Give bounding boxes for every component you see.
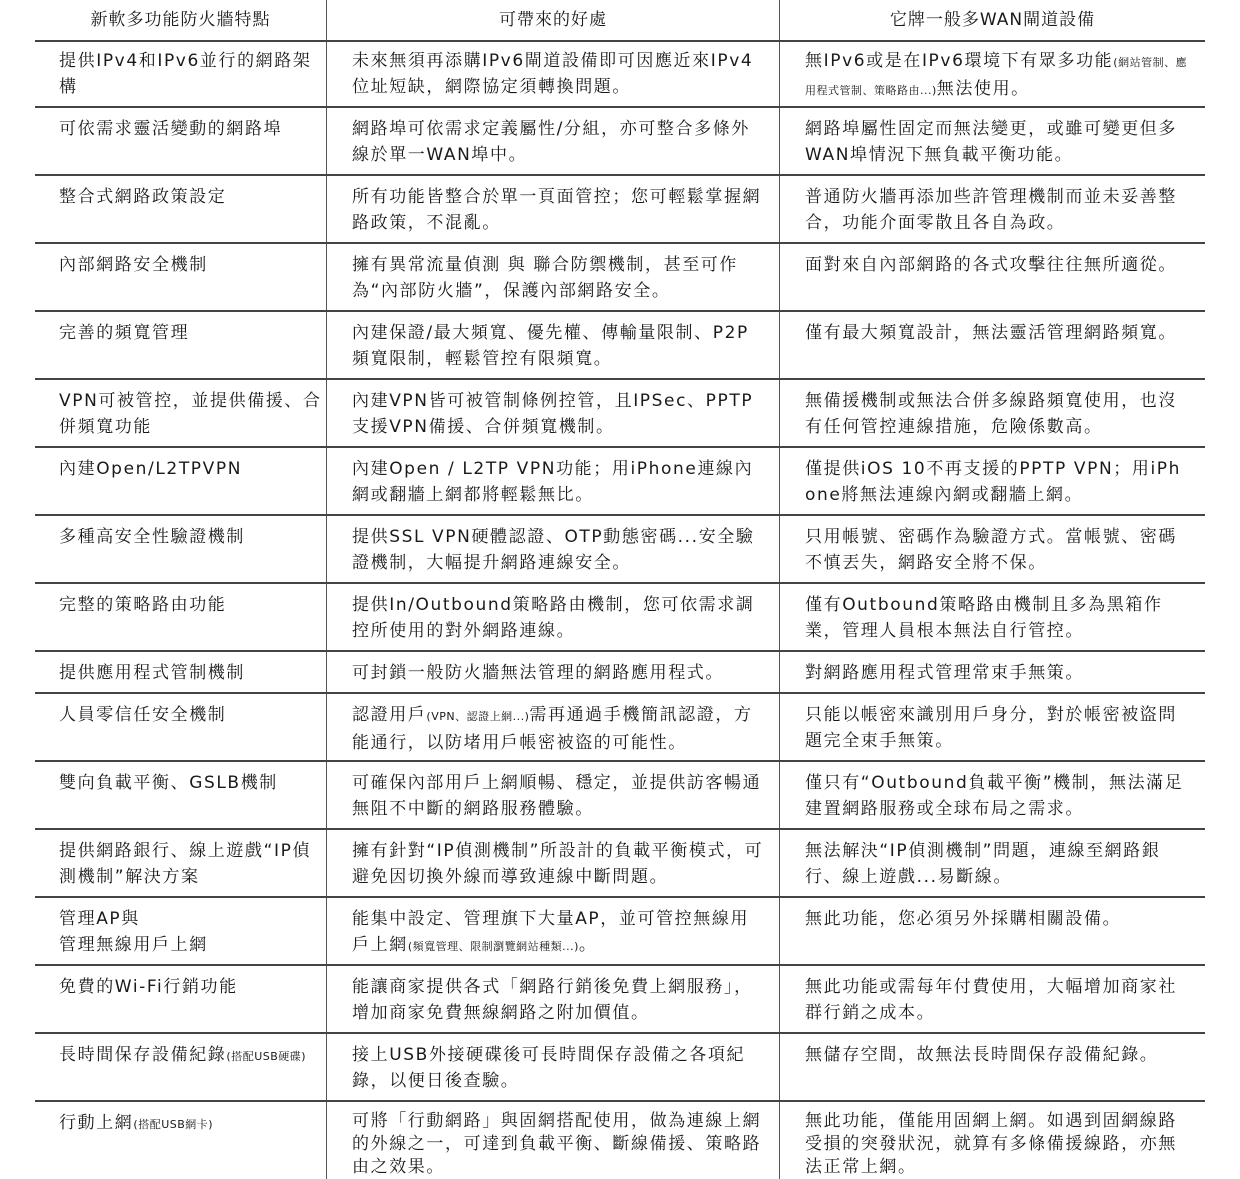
feature-cell: 提供IPv4和IPv6並行的網路架構 xyxy=(59,51,312,97)
feature-cell xyxy=(59,1110,329,1138)
table-row xyxy=(35,966,1205,1034)
table-row xyxy=(35,694,1205,762)
benefit-cell: 內建VPN皆可被管制條例控管，且IPSec、PPTP支援VPN備援、合併頻寬機制。 xyxy=(352,391,754,437)
benefit-cell: 可封鎖一般防火牆無法管理的網路應用程式。 xyxy=(352,663,724,683)
table-row xyxy=(35,40,1205,108)
table-row xyxy=(35,516,1205,584)
table-row xyxy=(35,176,1205,244)
feature-cell: 免費的Wi-Fi行銷功能 xyxy=(59,977,238,997)
feature-cell: 內部網路安全機制 xyxy=(59,255,208,275)
feature-cell: 人員零信任安全機制 xyxy=(59,705,227,725)
benefit-cell: 提供In/Outbound策略路由機制，您可依需求調控所使用的對外網路連線。 xyxy=(352,595,755,641)
feature-cell: 整合式網路政策設定 xyxy=(59,187,227,207)
header-other-brand: 它牌一般多WAN閘道設備 xyxy=(889,10,1096,30)
feature-cell: 完整的策略路由功能 xyxy=(59,595,227,615)
other-cell xyxy=(805,48,1191,104)
other-cell: 網路埠屬性固定而無法變更，或雖可變更但多WAN埠情況下無負載平衡功能。 xyxy=(805,119,1177,165)
feature-note: (搭配USB硬碟) xyxy=(226,1050,307,1063)
table-row xyxy=(35,108,1205,176)
table-row xyxy=(35,448,1205,516)
benefit-cell: 擁有針對“IP偵測機制”所設計的負載平衡模式，可避免因切換外線而導致連線中斷問題。 xyxy=(352,841,764,887)
table-row xyxy=(35,898,1205,966)
benefit-text: 能集中設定、管理旗下大量AP，並可管控無線用戶上網 xyxy=(352,909,750,955)
other-cell: 無此功能或需每年付費使用，大幅增加商家社群行銷之成本。 xyxy=(805,977,1177,1023)
benefit-note: (VPN、認證上網...) xyxy=(426,710,530,723)
benefit-cell: 內建保證/最大頻寬、優先權、傳輸量限制、P2P頻寬限制，輕鬆管控有限頻寬。 xyxy=(352,323,749,369)
benefit-note: (頻寬管理、限制瀏覽網站種類...) xyxy=(407,940,579,953)
feature-cell: 雙向負載平衡、GSLB機制 xyxy=(59,773,278,793)
other-cell: 僅有Outbound策略路由機制且多為黑箱作業，管理人員根本無法自行管控。 xyxy=(805,595,1163,641)
table-row xyxy=(35,584,1205,652)
other-cell: 無此功能，您必須另外採購相關設備。 xyxy=(805,909,1122,929)
feature-line: 管理無線用戶上網 xyxy=(59,935,208,955)
feature-text: 長時間保存設備紀錄 xyxy=(59,1045,227,1065)
other-cell: 只用帳號、密碼作為驗證方式。當帳號、密碼不慎丟失，網路安全將不保。 xyxy=(805,527,1177,573)
other-text: 無IPv6或是在IPv6環境下有眾多功能 xyxy=(805,51,1114,71)
table-row xyxy=(35,830,1205,898)
benefit-cell: 未來無須再添購IPv6閘道設備即可因應近來IPv4位址短缺，網際協定須轉換問題。 xyxy=(352,51,754,97)
feature-cell: 提供應用程式管制機制 xyxy=(59,663,245,683)
other-cell: 僅只有“Outbound負載平衡”機制，無法滿足建置網路服務或全球布局之需求。 xyxy=(805,773,1184,819)
other-cell: 僅有最大頻寬設計，無法靈活管理網路頻寬。 xyxy=(805,323,1177,343)
other-cell: 只能以帳密來識別用戶身分，對於帳密被盜問題完全束手無策。 xyxy=(805,705,1177,751)
other-cell: 普通防火牆再添加些許管理機制而並未妥善整合，功能介面零散且各自為政。 xyxy=(805,187,1177,233)
feature-text: 行動上網 xyxy=(59,1113,134,1133)
other-cell: 無儲存空間，故無法長時間保存設備紀錄。 xyxy=(805,1045,1159,1065)
other-cell: 僅提供iOS 10不再支援的PPTP VPN；用iPhone將無法連線內網或翻牆上網。 xyxy=(805,459,1182,505)
header-feature: 新軟多功能防火牆特點 xyxy=(90,10,271,30)
benefit-cell: 所有功能皆整合於單一頁面管控；您可輕鬆掌握網路政策，不混亂。 xyxy=(352,187,762,233)
benefit-cell: 能讓商家提供各式「網路行銷後免費上網服務」，增加商家免費無線網路之附加價值。 xyxy=(352,977,753,1023)
table-row xyxy=(35,652,1205,694)
benefit-cell: 可將「行動網路」與固網搭配使用，做為連線上網的外線之一，可達到負載平衡、斷線備援、策略路由之效果。 xyxy=(352,1111,762,1177)
feature-cell xyxy=(59,906,329,958)
benefit-cell: 網路埠可依需求定義屬性/分組，亦可整合多條外線於單一WAN埠中。 xyxy=(352,119,750,165)
table-row xyxy=(35,380,1205,448)
feature-cell xyxy=(59,1042,329,1070)
header-benefit: 可帶來的好處 xyxy=(499,10,607,30)
feature-cell: VPN可被管控，並提供備援、合併頻寬功能 xyxy=(59,391,322,437)
table-row xyxy=(35,1102,1205,1179)
benefit-cell xyxy=(352,702,764,756)
table-header xyxy=(35,0,1205,42)
benefit-text-tail: 需再通過手機簡訊認證，方能通行，以防堵用戶帳密被盜的可能性。 xyxy=(352,705,753,753)
other-note: (網站管制、應用程式管制、策略路由...) xyxy=(805,56,1188,97)
benefit-cell: 提供SSL VPN硬體認證、OTP動態密碼...安全驗證機制，大幅提升網路連線安全。 xyxy=(352,527,755,573)
table-row xyxy=(35,1034,1205,1102)
feature-cell: 完善的頻寬管理 xyxy=(59,323,190,343)
feature-cell: 內建Open/L2TPVPN xyxy=(59,459,243,479)
other-cell: 無此功能，僅能用固網上網。如遇到固網線路受損的突發狀況，就算有多條備援線路，亦無法正常上網。 xyxy=(805,1111,1177,1177)
feature-cell: 多種高安全性驗證機制 xyxy=(59,527,245,547)
feature-line: 管理AP與 xyxy=(59,909,140,929)
other-cell: 面對來自內部網路的各式攻擊往往無所適從。 xyxy=(805,255,1177,275)
other-text-tail: 無法使用。 xyxy=(936,79,1030,99)
table-row xyxy=(35,244,1205,312)
other-cell: 無法解決“IP偵測機制”問題，連線至網路銀行、線上遊戲...易斷線。 xyxy=(805,841,1161,887)
feature-cell: 可依需求靈活變動的網路埠 xyxy=(59,119,283,139)
other-cell: 無備援機制或無法合併多線路頻寬使用，也沒有任何管控連線措施，危險係數高。 xyxy=(805,391,1177,437)
benefit-cell xyxy=(352,906,764,960)
benefit-cell: 接上USB外接硬碟後可長時間保存設備之各項紀錄，以便日後查驗。 xyxy=(352,1045,746,1091)
other-cell: 對網路應用程式管理常束手無策。 xyxy=(805,663,1084,683)
benefit-text-tail: 。 xyxy=(578,935,598,955)
table-row xyxy=(35,762,1205,830)
benefit-cell: 內建Open / L2TP VPN功能；用iPhone連線內網或翻牆上網都將輕鬆無比。 xyxy=(352,459,754,505)
table-row xyxy=(35,312,1205,380)
feature-cell: 提供網路銀行、線上遊戲“IP偵測機制”解決方案 xyxy=(59,841,312,887)
benefit-cell: 可確保內部用戶上網順暢、穩定，並提供訪客暢通無阻不中斷的網路服務體驗。 xyxy=(352,773,762,819)
feature-note: (搭配USB網卡) xyxy=(133,1118,214,1131)
benefit-cell: 擁有異常流量偵測 與 聯合防禦機制，甚至可作為“內部防火牆”，保護內部網路安全。 xyxy=(352,255,739,301)
benefit-text: 認證用戶 xyxy=(352,705,427,725)
